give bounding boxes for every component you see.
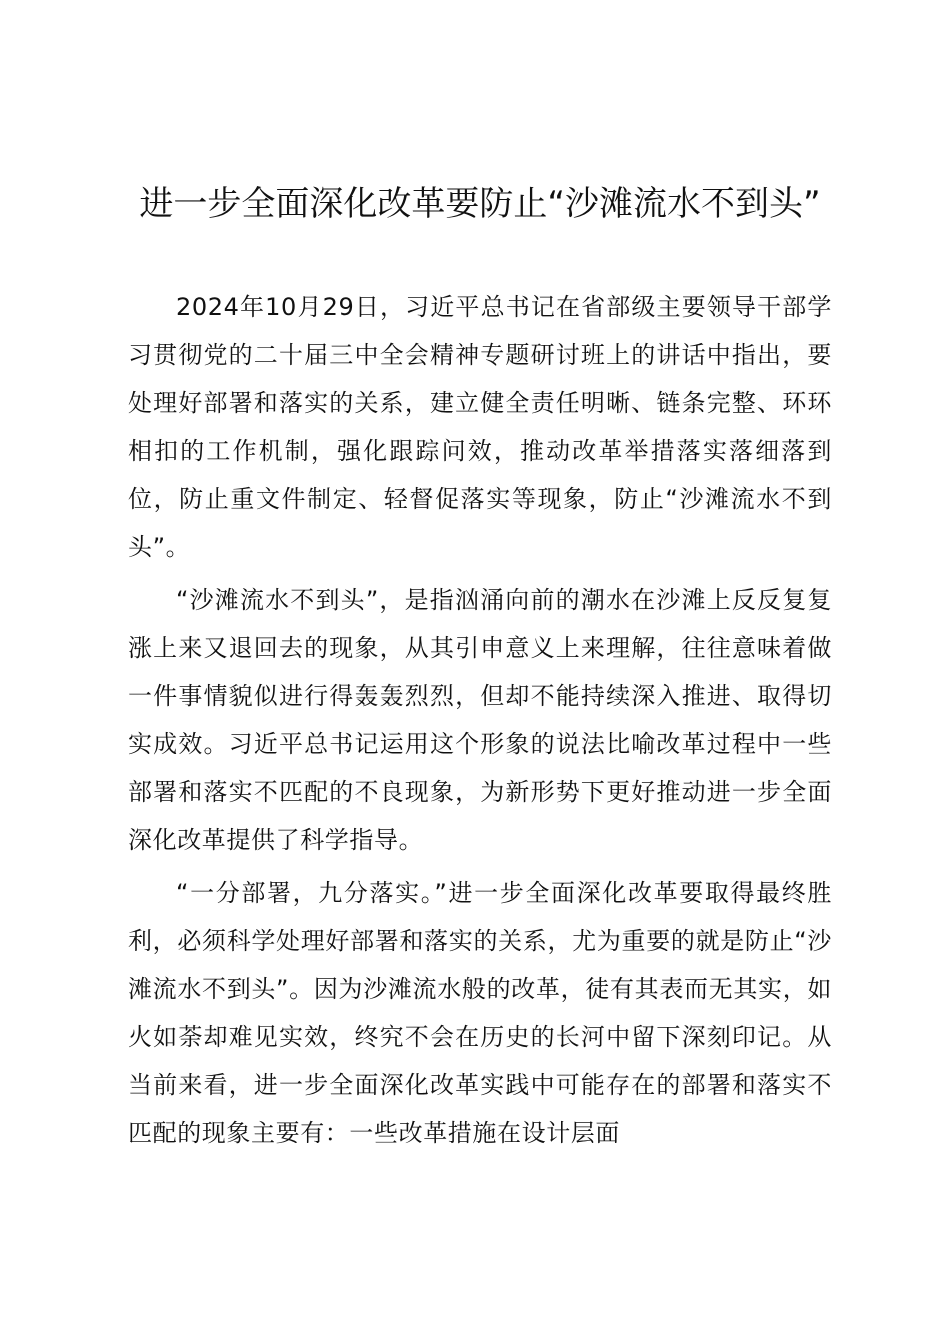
paragraph-2: “沙滩流水不到头”，是指汹涌向前的潮水在沙滩上反反复复涨上来又退回去的现象，从其引申意义上来理解，往往意味着做一件事情貌似进行得轰轰烈烈，但却不能持续深入推进、取得切实成效。习近平总书记运用这个形象的说法比喻改革过程中一些部署和落实不匹配的不良现象，为新形势下更好推动进一步全面深化改革提供了科学指导。 [128,586,832,854]
paragraph-3: “一分部署，九分落实。”进一步全面深化改革要取得最终胜利，必须科学处理好部署和落实的关系，尤为重要的就是防止“沙滩流水不到头”。因为沙滩流水般的改革，徒有其表而无其实，如火如荼却难见实效，终究不会在历史的长河中留下深刻印记。从当前来看，进一步全面深化改革实践中可能存在的部署和落实不匹配的现象主要有：一些改革措施在设计层面 [128,879,832,1147]
document-title: 进一步全面深化改革要防止“沙滩流水不到头” [139,184,821,224]
document-body [128,283,832,1162]
paragraph-1: 2024年10月29日，习近平总书记在省部级主要领导干部学习贯彻党的二十届三中全会精神专题研讨班上的讲话中指出，要处理好部署和落实的关系，建立健全责任明晰、链条完整、环环相扣的工作机制，强化跟踪问效，推动改革举措落实落细落到位，防止重文件制定、轻督促落实等现象，防止“沙滩流水不到头”。 [128,293,832,561]
